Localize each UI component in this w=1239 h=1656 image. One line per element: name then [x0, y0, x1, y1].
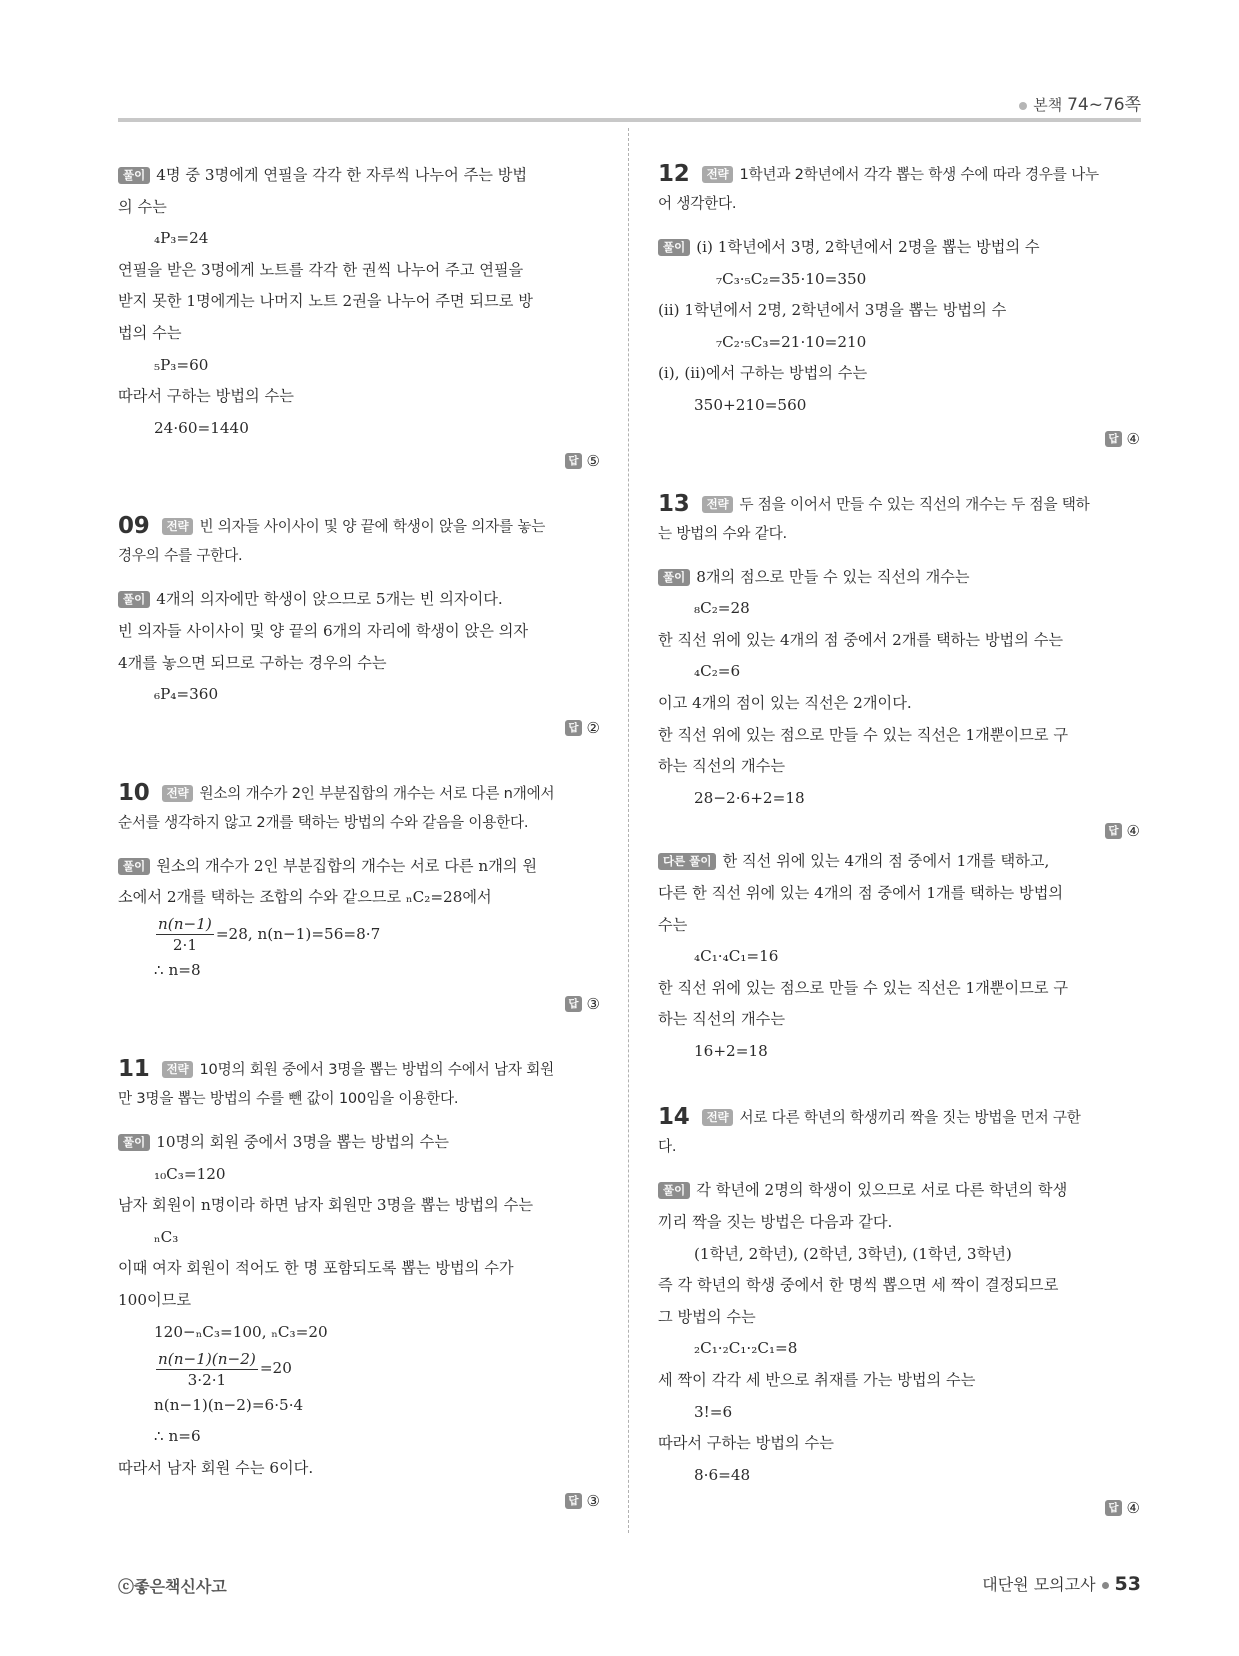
formula-line: n(n−1)(n−2)=6·5·4: [154, 1395, 304, 1414]
section-title: 대단원 모의고사: [982, 1575, 1096, 1594]
fraction: [156, 1349, 258, 1390]
text-line: 한 직선 위에 있는 점으로 만들 수 있는 직선은 1개뿐이므로 구: [658, 725, 1069, 744]
answer-line: [118, 1486, 600, 1516]
text-line: 남자 회원이 n명이라 하면 남자 회원만 3명을 뽑는 방법의 수는: [118, 1196, 534, 1215]
answer-tag: 답: [565, 453, 581, 469]
alt-solution-tag: 다른 풀이: [658, 853, 716, 870]
formula-line: ₇C₃·₅C₂=35·10=350: [716, 269, 867, 288]
answer-value: ④: [1126, 822, 1140, 841]
bullet-icon: [1102, 1582, 1109, 1589]
answer-tag: 답: [1105, 823, 1121, 839]
text-line: (ⅰ), (ⅱ)에서 구하는 방법의 수는: [658, 364, 868, 383]
solution-tag: 풀이: [118, 1134, 150, 1151]
formula-line: [118, 1348, 600, 1390]
book-ref-label: 본책: [1033, 96, 1063, 114]
header-rule: [118, 118, 1141, 122]
text-line: 8개의 점으로 만들 수 있는 직선의 개수는: [696, 567, 970, 586]
formula-line: ₂C₁·₂C₁·₂C₁=8: [694, 1339, 798, 1358]
formula-line: ₄C₁·₄C₁=16: [694, 947, 779, 966]
formula-line: 24·60=1440: [154, 418, 249, 437]
solution-tag: 풀이: [658, 1182, 690, 1199]
strategy-tag: 전략: [162, 1061, 194, 1078]
formula-line: ₄C₂=6: [694, 662, 741, 681]
formula-line: ∴ n=6: [154, 1427, 201, 1446]
strategy-tag: 전략: [702, 1109, 734, 1126]
answer-value: ④: [1126, 1499, 1140, 1518]
strategy-text: 경우의 수를 구한다.: [118, 547, 243, 565]
solution-tag: 풀이: [658, 569, 690, 586]
left-column: [118, 160, 600, 1516]
text-line: 법의 수는: [118, 323, 182, 342]
formula-line: ₄P₃=24: [154, 229, 209, 248]
text-line: 하는 직선의 개수는: [658, 1010, 786, 1029]
formula-line: ₈C₂=28: [694, 599, 750, 618]
answer-line: [658, 424, 1140, 454]
text-line: 이고 4개의 점이 있는 직선은 2개이다.: [658, 693, 912, 712]
strategy-text: 는 방법의 수와 같다.: [658, 524, 787, 542]
text-line: 세 짝이 각각 세 반으로 취재를 가는 방법의 수는: [658, 1371, 976, 1390]
problem-11: [118, 1055, 600, 1516]
answer-line: [658, 816, 1140, 846]
text-line: 4개의 의자에만 학생이 앉으므로 5개는 빈 의자이다.: [156, 590, 503, 609]
column-divider: [628, 128, 629, 1533]
problem-09: [118, 512, 600, 742]
text-line: 끼리 짝을 짓는 방법은 다음과 같다.: [658, 1213, 893, 1232]
solution-tag: 풀이: [658, 239, 690, 256]
formula-line: 120−ₙC₃=100, ₙC₃=20: [154, 1322, 328, 1341]
strategy-tag: 전략: [702, 496, 734, 513]
formula-line: 3!=6: [694, 1402, 733, 1421]
formula-line: [118, 914, 600, 956]
formula-line: ₇C₂·₅C₃=21·10=210: [716, 332, 867, 351]
answer-value: ⑤: [586, 452, 600, 471]
text-line: 즉 각 학년의 학생 중에서 한 명씩 뽑으면 세 짝이 결정되므로: [658, 1276, 1059, 1295]
fraction-numerator: n(n−1)(n−2): [158, 1349, 256, 1368]
strategy-tag: 전략: [162, 518, 194, 535]
text-line: 따라서 구하는 방법의 수는: [658, 1434, 834, 1453]
formula-text: =28, n(n−1)=56=8·7: [215, 924, 381, 943]
text-line: 하는 직선의 개수는: [658, 757, 786, 776]
formula-line: 28−2·6+2=18: [694, 788, 805, 807]
text-line: 각 학년에 2명의 학생이 있으므로 서로 다른 학년의 학생: [696, 1181, 1068, 1200]
fraction-denominator: 3·2·1: [187, 1370, 227, 1389]
answer-tag: 답: [1105, 1500, 1121, 1516]
text-line: (ⅱ) 1학년에서 2명, 2학년에서 3명을 뽑는 방법의 수: [658, 301, 1007, 320]
problem-number: 11: [118, 1056, 150, 1082]
formula-line: ₙC₃: [154, 1227, 179, 1246]
bullet-icon: [1019, 102, 1027, 110]
strategy-text: 원소의 개수가 2인 부분집합의 개수는 서로 다른 n개에서: [199, 784, 555, 802]
answer-tag: 답: [565, 996, 581, 1012]
formula-line: 16+2=18: [694, 1041, 768, 1060]
formula-line: 350+210=560: [694, 395, 807, 414]
formula-line: ₆P₄=360: [154, 685, 219, 704]
text-line: 수는: [658, 915, 688, 934]
answer-value: ④: [1126, 429, 1140, 448]
problem-number: 14: [658, 1104, 690, 1131]
text-line: 원소의 개수가 2인 부분집합의 개수는 서로 다른 n개의 원: [156, 856, 538, 875]
text-line: 10명의 회원 중에서 3명을 뽑는 방법의 수는: [156, 1133, 449, 1151]
strategy-text: 다.: [658, 1138, 677, 1156]
answer-tag: 답: [1105, 431, 1121, 447]
strategy-text: 어 생각한다.: [658, 195, 737, 212]
strategy-text: 빈 의자들 사이사이 및 양 끝에 학생이 앉을 의자를 놓는: [199, 518, 546, 536]
problem-10: [118, 779, 600, 1019]
answer-value: ③: [586, 1492, 600, 1511]
text-line: 따라서 구하는 방법의 수는: [118, 387, 294, 406]
answer-value: ②: [586, 718, 600, 737]
strategy-text: 10명의 회원 중에서 3명을 뽑는 방법의 수에서 남자 회원: [199, 1061, 555, 1078]
answer-line: [118, 989, 600, 1019]
text-line: 빈 의자들 사이사이 및 양 끝의 6개의 자리에 학생이 앉은 의자: [118, 621, 529, 640]
strategy-text: 만 3명을 뽑는 방법의 수를 뺀 값이 100임을 이용한다.: [118, 1090, 459, 1107]
text-line: 따라서 남자 회원 수는 6이다.: [118, 1458, 314, 1477]
text-line: 4명 중 3명에게 연필을 각각 한 자루씩 나누어 주는 방법: [156, 166, 528, 184]
formula-line: ₁₀C₃=120: [154, 1164, 226, 1183]
text-line: 소에서 2개를 택하는 조합의 수와 같으므로 ₙC₂=28에서: [118, 888, 492, 907]
formula-line: 8·6=48: [694, 1465, 751, 1484]
problem-number: 09: [118, 513, 150, 540]
solution-tag: 풀이: [118, 591, 150, 608]
text-line: 이때 여자 회원이 적어도 한 명 포함되도록 뽑는 방법의 수가: [118, 1259, 514, 1278]
text-line: 다른 한 직선 위에 있는 4개의 점 중에서 1개를 택하는 방법의: [658, 883, 1064, 902]
text-line: 한 직선 위에 있는 4개의 점 중에서 2개를 택하는 방법의 수는: [658, 630, 1064, 649]
text-line: 연필을 받은 3명에게 노트를 각각 한 권씩 나누어 주고 연필을: [118, 260, 524, 279]
answer-value: ③: [586, 995, 600, 1013]
strategy-tag: 전략: [702, 166, 734, 183]
strategy-text: 1학년과 2학년에서 각각 뽑는 학생 수에 따라 경우를 나누: [739, 166, 1099, 183]
strategy-text: 순서를 생각하지 않고 2개를 택하는 방법의 수와 같음을 이용한다.: [118, 813, 529, 831]
fraction: [156, 914, 214, 955]
page-number: 53: [1114, 1573, 1141, 1595]
fraction-numerator: n(n−1): [158, 915, 212, 934]
formula-text: =20: [259, 1359, 292, 1378]
page-reference: [1019, 90, 1141, 115]
text-line: 한 직선 위에 있는 점으로 만들 수 있는 직선은 1개뿐이므로 구: [658, 978, 1069, 997]
text-line: 한 직선 위에 있는 4개의 점 중에서 1개를 택하고,: [722, 852, 1050, 871]
solution-tag: 풀이: [118, 858, 150, 875]
text-line: (1학년, 2학년), (2학년, 3학년), (1학년, 3학년): [694, 1244, 1012, 1263]
formula-line: ₅P₃=60: [154, 355, 209, 374]
right-column: [658, 160, 1140, 1523]
fraction-denominator: 2·1: [172, 936, 197, 955]
problem-14: [658, 1103, 1140, 1523]
problem-13: [658, 490, 1140, 1068]
problem-08-solution: [118, 160, 600, 476]
footer-page-info: [982, 1572, 1141, 1595]
answer-tag: 답: [565, 1493, 581, 1509]
problem-12: [658, 160, 1140, 454]
answer-line: [658, 1493, 1140, 1523]
book-page-range: 74~76쪽: [1067, 95, 1141, 115]
problem-number: 12: [658, 161, 690, 187]
publisher-logo: ⓒ좋은책신사고: [118, 1577, 227, 1596]
text-line: 의 수는: [118, 197, 167, 216]
answer-line: [118, 446, 600, 476]
problem-number: 10: [118, 779, 150, 806]
answer-line: [118, 713, 600, 743]
text-line: 4개를 놓으면 되므로 구하는 경우의 수는: [118, 653, 387, 672]
formula-line: ∴ n=8: [154, 961, 201, 980]
text-line: 받지 못한 1명에게는 나머지 노트 2권을 나누어 주면 되므로 방: [118, 292, 533, 311]
text-line: 그 방법의 수는: [658, 1307, 756, 1326]
strategy-tag: 전략: [162, 785, 194, 802]
text-line: 100이므로: [118, 1290, 192, 1309]
strategy-text: 서로 다른 학년의 학생끼리 짝을 짓는 방법을 먼저 구한: [739, 1109, 1081, 1127]
answer-tag: 답: [565, 720, 581, 736]
problem-number: 13: [658, 490, 690, 517]
strategy-text: 두 점을 이어서 만들 수 있는 직선의 개수는 두 점을 택하: [739, 495, 1090, 513]
solution-tag: 풀이: [118, 167, 150, 184]
text-line: (ⅰ) 1학년에서 3명, 2학년에서 2명을 뽑는 방법의 수: [696, 238, 1040, 256]
